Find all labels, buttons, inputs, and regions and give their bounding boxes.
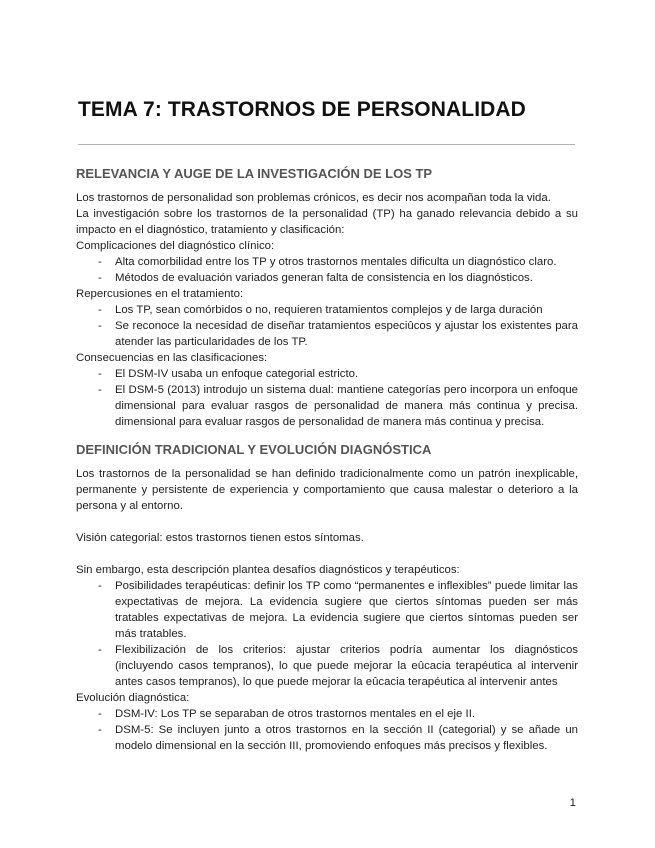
list-label-repercusiones: Repercusiones en el tratamiento: [76, 288, 244, 300]
section-heading-relevancia: RELEVANCIA Y AUGE DE LA INVESTIGACIÓN DE LOS TP [76, 166, 433, 181]
paragraph: Sin embargo, esta descripción plantea desafíos diagnósticos y terapéuticos: [76, 564, 460, 576]
paragraph: Los trastornos de personalidad son problemas crónicos, es decir nos acompañan toda la vida. [76, 192, 551, 204]
paragraph: Visión categorial: estos trastornos tienen estos síntomas. [76, 532, 364, 544]
list-item: - Los TP, sean comórbidos o no, requieren tratamientos complejos y de larga duración [76, 302, 578, 318]
list-label-consecuencias: Consecuencias en las clasificaciones: [76, 352, 268, 364]
page-number: 1 [569, 797, 576, 809]
list-item: - Alta comorbilidad entre los TP y otros trastornos mentales dificulta un diagnóstico claro. [76, 254, 578, 270]
title-divider [78, 144, 575, 145]
list-item: - Flexibilización de los criterios: ajustar criterios podría aumentar los diagnósticos (incluyendo casos tempranos), lo que puede mejorar la eûcacia terapéutica al intervenir antes casos tempranos), lo que puede mejorar la eûcacia terapéutica al intervenir antes [76, 642, 578, 690]
section-heading-definicion: DEFINICIÓN TRADICIONAL Y EVOLUCIÓN DIAGNÓSTICA [76, 442, 432, 457]
list-desafios [76, 578, 578, 690]
list-repercusiones [76, 302, 578, 350]
list-evolucion [76, 706, 578, 754]
list-consecuencias [76, 366, 578, 430]
list-item: - El DSM-5 (2013) introdujo un sistema dual: mantiene categorías pero incorpora un enfoque dimensional para evaluar rasgos de personalidad de manera más continua y precisa. dimensional para evaluar rasgos de personalidad de manera más continua y precisa. [76, 382, 578, 430]
paragraph: Los trastornos de la personalidad se han definido tradicionalmente como un patrón inexplicable, permanente y persistente de experiencia y comportamiento que causa malestar o deterioro a la persona y al entorno. [76, 468, 578, 512]
list-item: - DSM-5: Se incluyen junto a otros trastornos en la sección II (categorial) y se añade un modelo dimensional en la sección III, promoviendo enfoques más precisos y flexibles. [76, 722, 578, 754]
list-label-evolucion: Evolución diagnóstica: [76, 692, 190, 704]
list-item: - Métodos de evaluación variados generan falta de consistencia en los diagnósticos. [76, 270, 578, 286]
document-title: TEMA 7: TRASTORNOS DE PERSONALIDAD [78, 98, 526, 121]
document-body [76, 166, 578, 754]
list-item: - Se reconoce la necesidad de diseñar tratamientos especiûcos y ajustar los existentes para atender las particularidades de los TP. [76, 318, 578, 350]
list-complicaciones [76, 254, 578, 286]
list-label-complicaciones: Complicaciones del diagnóstico clínico: [76, 240, 275, 252]
list-item: - DSM-IV: Los TP se separaban de otros trastornos mentales en el eje II. [76, 706, 578, 722]
list-item: - Posibilidades terapéuticas: definir los TP como “permanentes e inflexibles” puede limitar las expectativas de mejora. La evidencia sugiere que ciertos síntomas pueden ser más tratables expectativas de mejora. La evidencia sugiere que ciertos síntomas pueden ser más tratables. [76, 578, 578, 642]
paragraph: La investigación sobre los trastornos de la personalidad (TP) ha ganado relevancia debido a su impacto en el diagnóstico, tratamiento y clasificación: [76, 208, 578, 236]
list-item: - El DSM-IV usaba un enfoque categorial estricto. [76, 366, 578, 382]
